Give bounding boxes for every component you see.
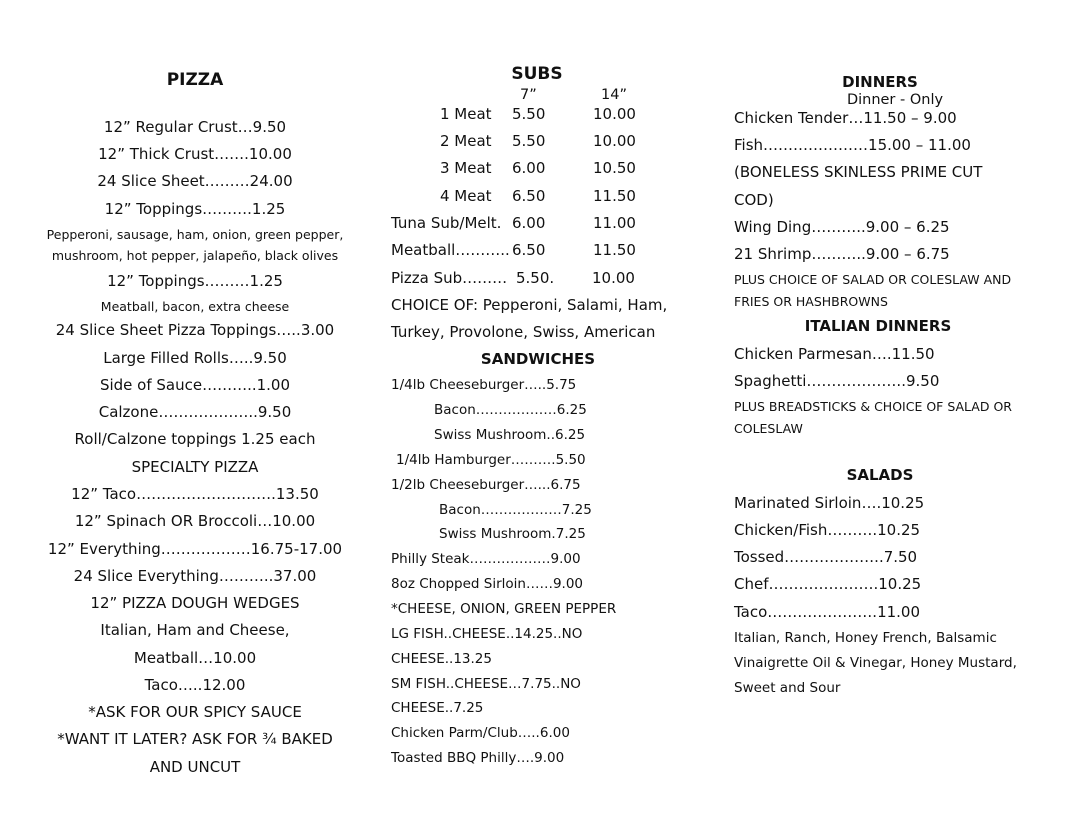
pizza-line: 24 Slice Sheet………24.00: [97, 172, 293, 190]
sub-price-7: 6.50: [512, 187, 546, 205]
sandwich-line: 1/2lb Cheeseburger…...6.75: [391, 477, 581, 493]
sandwich-line: CHEESE..13.25: [391, 651, 492, 667]
pizza-line: 12” Regular Crust…9.50: [103, 118, 287, 136]
sub-name: Tuna Sub/Melt.: [391, 214, 502, 232]
pizza-line: 12” Taco……………………….13.50: [71, 485, 319, 503]
sandwich-line: SM FISH..CHEESE…7.75..NO: [391, 676, 581, 692]
dinners-subtitle: Dinner - Only: [846, 92, 944, 108]
sub-price-14: 11.50: [593, 241, 636, 259]
sandwich-line: Chicken Parm/Club…..6.00: [391, 725, 570, 741]
pizza-line: 12” Thick Crust…….10.00: [98, 145, 292, 163]
sub-price-7: 6.50: [512, 241, 546, 259]
sandwich-line: CHEESE..7.25: [391, 700, 484, 716]
dressing-line: Italian, Ranch, Honey French, Balsamic: [734, 630, 997, 646]
sandwich-line: 1/4lb Hamburger……….5.50: [396, 452, 586, 468]
pizza-line: Calzone………………..9.50: [98, 403, 292, 421]
subs-choice-line: Turkey, Provolone, Swiss, American: [391, 323, 656, 341]
pizza-line: Large Filled Rolls…..9.50: [103, 349, 287, 367]
pizza-title: PIZZA: [166, 70, 224, 90]
sandwich-line: 8oz Chopped Sirloin……9.00: [391, 576, 584, 592]
pizza-line: Meatball…10.00: [133, 649, 257, 667]
italian-dinners-title: ITALIAN DINNERS: [804, 317, 952, 335]
pizza-line: *ASK FOR OUR SPICY SAUCE: [88, 703, 302, 721]
sandwich-line: Swiss Mushroom..6.25: [434, 427, 586, 443]
sandwich-line: Philly Steak………………9.00: [391, 551, 581, 567]
sub-price-14: 10.00: [593, 105, 636, 123]
sub-name: Pizza Sub………: [391, 269, 508, 287]
sub-price-7: 5.50: [512, 105, 546, 123]
italian-line: COLESLAW: [734, 421, 803, 436]
sub-price-7: 5.50.: [516, 269, 555, 287]
sub-price-14: 11.50: [593, 187, 636, 205]
salad-line: Chicken/Fish……….10.25: [734, 521, 921, 539]
sub-name: 2 Meat: [440, 132, 492, 150]
sub-price-14: 11.00: [593, 214, 636, 232]
italian-line: Chicken Parmesan….11.50: [734, 345, 935, 363]
subs-size-14: 14”: [601, 87, 627, 103]
sub-price-7: 6.00: [512, 159, 546, 177]
sandwich-line: Swiss Mushroom.7.25: [439, 526, 586, 542]
sub-name: 3 Meat: [440, 159, 492, 177]
salad-line: Marinated Sirloin….10.25: [734, 494, 925, 512]
dinner-line: Wing Ding………..9.00 – 6.25: [734, 218, 950, 236]
dinner-line: FRIES OR HASHBROWNS: [734, 294, 888, 309]
pizza-line: mushroom, hot pepper, jalapeño, black olives: [51, 248, 339, 263]
pizza-line: Italian, Ham and Cheese,: [100, 621, 290, 639]
pizza-line: 12” Everything………………16.75-17.00: [47, 540, 343, 558]
pizza-line: *WANT IT LATER? ASK FOR ¾ BAKED: [57, 730, 333, 748]
dinner-line: 21 Shrimp………..9.00 – 6.75: [734, 245, 950, 263]
pizza-line: 24 Slice Sheet Pizza Toppings…..3.00: [55, 321, 335, 339]
dinners-title: DINNERS: [842, 73, 918, 91]
dressing-line: Sweet and Sour: [734, 680, 841, 696]
sandwich-line: Bacon………………6.25: [434, 402, 587, 418]
pizza-line: 12” PIZZA DOUGH WEDGES: [90, 594, 300, 612]
dinner-line: COD): [734, 191, 774, 209]
pizza-line: Taco…..12.00: [144, 676, 246, 694]
sandwiches-title: SANDWICHES: [480, 350, 596, 368]
subs-title: SUBS: [511, 64, 563, 84]
pizza-line: 12” Spinach OR Broccoli…10.00: [74, 512, 316, 530]
sub-price-7: 6.00: [512, 214, 546, 232]
sub-price-14: 10.50: [593, 159, 636, 177]
salad-line: Taco………………….11.00: [734, 603, 921, 621]
pizza-line: Side of Sauce………..1.00: [99, 376, 291, 394]
pizza-line: Meatball, bacon, extra cheese: [100, 299, 290, 314]
sandwich-line: Bacon………………7.25: [439, 502, 592, 518]
sandwich-line: LG FISH..CHEESE..14.25..NO: [391, 626, 583, 642]
sub-name: Meatball………..: [391, 241, 510, 259]
dinner-line: PLUS CHOICE OF SALAD OR COLESLAW AND: [734, 272, 1012, 287]
sub-price-7: 5.50: [512, 132, 546, 150]
sub-name: 1 Meat: [440, 105, 492, 123]
sub-price-14: 10.00: [592, 269, 635, 287]
subs-choice-line: CHOICE OF: Pepperoni, Salami, Ham,: [391, 296, 668, 314]
sub-name: 4 Meat: [440, 187, 492, 205]
salad-line: Tossed………………..7.50: [734, 548, 918, 566]
dressing-line: Vinaigrette Oil & Vinegar, Honey Mustard,: [734, 655, 1017, 671]
italian-line: PLUS BREADSTICKS & CHOICE OF SALAD OR: [734, 399, 1012, 414]
dinner-line: Chicken Tender…11.50 – 9.00: [734, 109, 957, 127]
specialty-pizza-heading: SPECIALTY PIZZA: [131, 458, 259, 476]
pizza-line: AND UNCUT: [149, 758, 241, 776]
pizza-line: 12” Toppings………1.25: [107, 272, 283, 290]
pizza-line: Pepperoni, sausage, ham, onion, green pepper,: [46, 227, 344, 242]
sandwich-line: Toasted BBQ Philly….9.00: [391, 750, 565, 766]
dinner-line: (BONELESS SKINLESS PRIME CUT: [734, 163, 983, 181]
sandwich-line: 1/4lb Cheeseburger…..5.75: [391, 377, 577, 393]
subs-size-7: 7”: [520, 87, 537, 103]
salads-title: SALADS: [846, 466, 914, 484]
salad-line: Chef………………….10.25: [734, 575, 922, 593]
sub-price-14: 10.00: [593, 132, 636, 150]
pizza-line: 12” Toppings……….1.25: [104, 200, 286, 218]
pizza-line: 24 Slice Everything………..37.00: [73, 567, 317, 585]
sandwich-line: *CHEESE, ONION, GREEN PEPPER: [391, 601, 617, 617]
italian-line: Spaghetti………………..9.50: [734, 372, 940, 390]
dinner-line: Fish…………………15.00 – 11.00: [734, 136, 971, 154]
pizza-line: Roll/Calzone toppings 1.25 each: [74, 430, 316, 448]
